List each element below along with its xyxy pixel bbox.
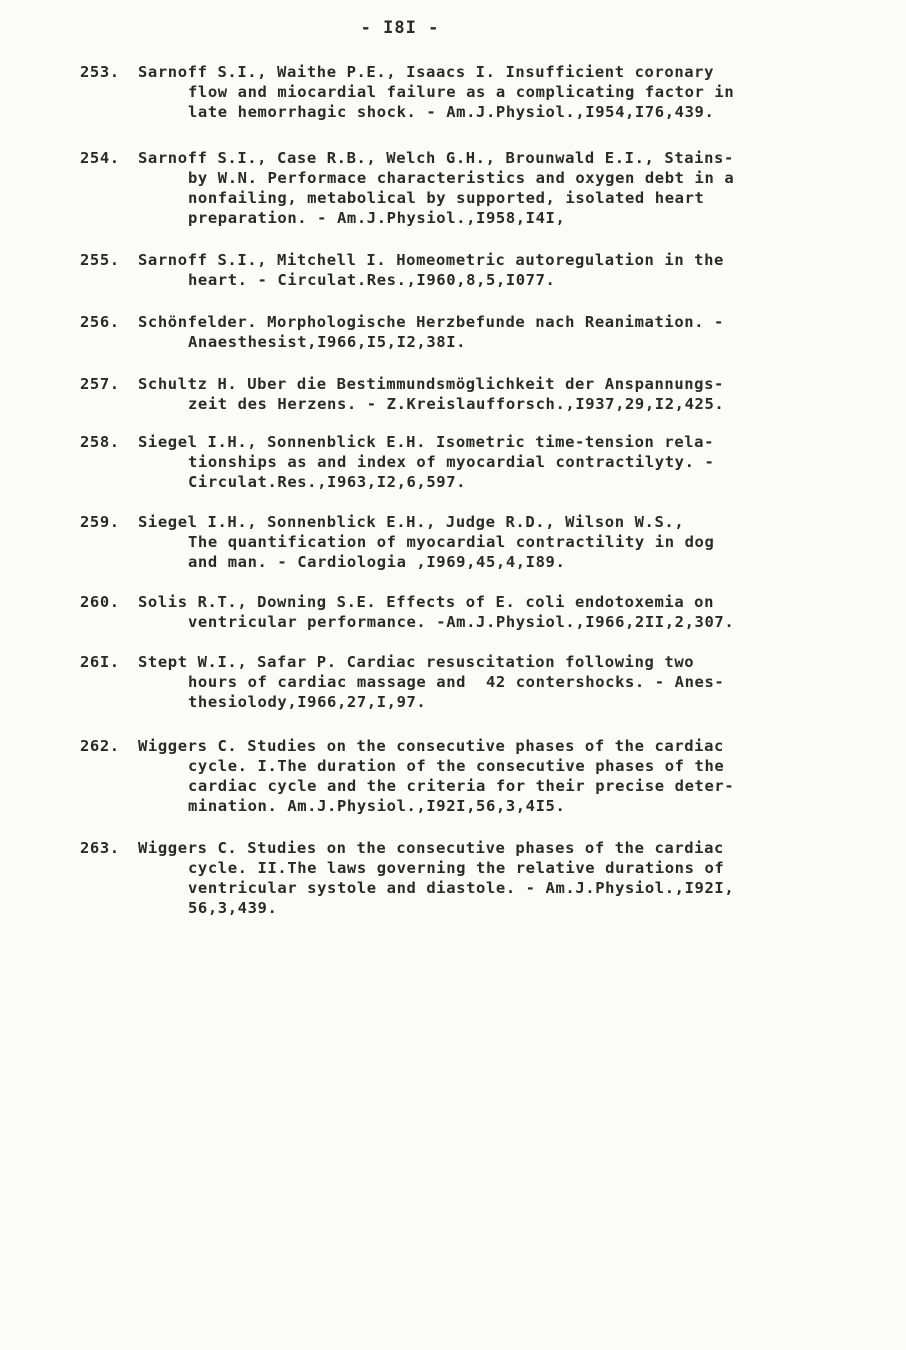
reference-number: 262. [80,737,120,755]
reference-line [80,652,860,672]
reference-line: late hemorrhagic shock. - Am.J.Physiol.,I954,I76,439. [188,103,715,121]
reference-entry [80,250,860,290]
reference-line: preparation. - Am.J.Physiol.,I958,I4I, [188,209,566,227]
reference-line [80,250,860,270]
reference-line [80,736,860,756]
reference-text: Siegel I.H., Sonnenblick E.H. Isometric time-tension rela- [138,433,715,451]
reference-entry [80,312,860,352]
reference-line: by W.N. Performace characteristics and oxygen debt in a [188,169,735,187]
reference-number: 257. [80,375,120,393]
reference-number: 255. [80,251,120,269]
reference-text: Wiggers C. Studies on the consecutive phases of the cardiac [138,737,724,755]
reference-line: flow and miocardial failure as a complicating factor in [188,83,735,101]
reference-number: 256. [80,313,120,331]
reference-text: Sarnoff S.I., Case R.B., Welch G.H., Brounwald E.I., Stains- [138,149,734,167]
reference-line: tionships as and index of myocardial contractilyty. - [188,453,715,471]
reference-line [80,148,860,168]
reference-entry [80,148,860,228]
reference-number: 258. [80,433,120,451]
reference-line: heart. - Circulat.Res.,I960,8,5,I077. [188,271,556,289]
reference-line: ventricular systole and diastole. - Am.J.Physiol.,I92I, [188,879,735,897]
reference-entry [80,736,860,816]
reference-line: Circulat.Res.,I963,I2,6,597. [188,473,467,491]
reference-text: Wiggers C. Studies on the consecutive phases of the cardiac [138,839,724,857]
reference-entry [80,652,860,712]
reference-line: cardiac cycle and the criteria for their precise deter- [188,777,735,795]
reference-line: ventricular performance. -Am.J.Physiol.,I966,2II,2,307. [188,613,735,631]
reference-entry [80,62,860,122]
reference-line: hours of cardiac massage and 42 contershocks. - Anes- [188,673,725,691]
reference-text: Sarnoff S.I., Waithe P.E., Isaacs I. Insufficient coronary [138,63,715,81]
reference-number: 253. [80,63,120,81]
reference-line: nonfailing, metabolical by supported, isolated heart [188,189,705,207]
reference-line: thesiolody,I966,27,I,97. [188,693,427,711]
reference-entry [80,838,860,918]
reference-number: 259. [80,513,120,531]
reference-line [80,512,860,532]
reference-line [80,432,860,452]
reference-entry [80,592,860,632]
reference-line: mination. Am.J.Physiol.,I92I,56,3,4I5. [188,797,566,815]
reference-text: Sarnoff S.I., Mitchell I. Homeometric autoregulation in the [138,251,724,269]
reference-number: 254. [80,149,120,167]
reference-line [80,838,860,858]
reference-number: 260. [80,593,120,611]
reference-line: The quantification of myocardial contractility in dog [188,533,715,551]
reference-line: and man. - Cardiologia ,I969,45,4,I89. [188,553,566,571]
reference-line [80,62,860,82]
reference-entry [80,432,860,492]
reference-entry [80,512,860,572]
reference-entry [80,374,860,414]
reference-line [80,312,860,332]
page-number: - I8I - [360,18,440,38]
reference-line [80,592,860,612]
reference-line: Anaesthesist,I966,I5,I2,38I. [188,333,467,351]
reference-line: zeit des Herzens. - Z.Kreislaufforsch.,I937,29,I2,425. [188,395,725,413]
reference-text: Schönfelder. Morphologische Herzbefunde nach Reanimation. - [138,313,724,331]
reference-line [80,374,860,394]
reference-line: cycle. II.The laws governing the relative durations of [188,859,725,877]
reference-number: 26I. [80,653,120,671]
reference-line: cycle. I.The duration of the consecutive phases of the [188,757,725,775]
reference-number: 263. [80,839,120,857]
reference-line: 56,3,439. [188,899,278,917]
reference-text: Solis R.T., Downing S.E. Effects of E. coli endotoxemia on [138,593,715,611]
reference-text: Siegel I.H., Sonnenblick E.H., Judge R.D., Wilson W.S., [138,513,685,531]
reference-text: Schultz H. Uber die Bestimmundsmöglichkeit der Anspannungs- [138,375,724,393]
reference-text: Stept W.I., Safar P. Cardiac resuscitation following two [138,653,695,671]
